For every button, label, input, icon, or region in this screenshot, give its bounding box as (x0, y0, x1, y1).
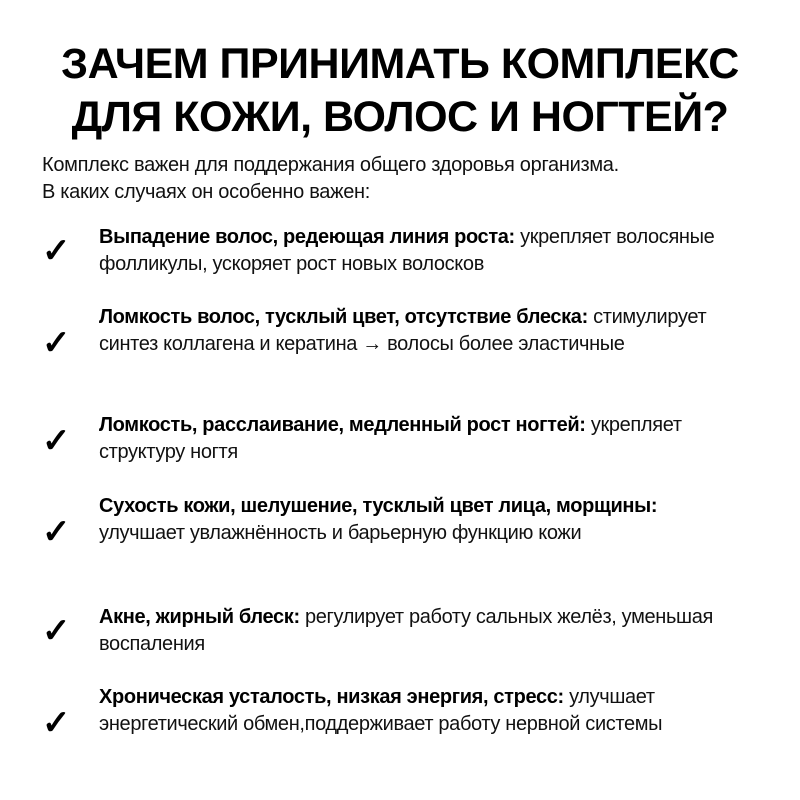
page-title (0, 38, 800, 144)
intro-text (42, 152, 762, 206)
item-description: регулирует работу сальных желёз, уменьшая воспаления (99, 606, 713, 655)
item-heading: Ломкость, расслаивание, медленный рост ногтей: (99, 414, 586, 436)
item-description: стимулирует синтез коллагена и кератина → волосы более эластичные (99, 306, 707, 355)
item-heading: Ломкость волос, тусклый цвет, отсутствие блеска: (99, 306, 588, 328)
checkmark-icon: ✓ (42, 612, 71, 650)
intro-line-1: Комплекс важен для поддержания общего здоровья организма. (42, 154, 619, 176)
checkmark-icon: ✓ (42, 232, 71, 270)
item-heading: Акне, жирный блеск: (99, 606, 300, 628)
checkmark-icon: ✓ (42, 513, 71, 551)
item-description: улучшает энергетический обмен,поддерживает работу нервной системы (99, 686, 663, 735)
title-line-2: ДЛЯ КОЖИ, ВОЛОС И НОГТЕЙ? (71, 93, 729, 141)
item-description: укрепляет волосяные фолликулы, ускоряет рост новых волосков (99, 226, 715, 275)
item-description: укрепляет структуру ногтя (99, 414, 682, 463)
item-description: улучшает увлажнённость и барьерную функцию кожи (99, 522, 582, 544)
checkmark-icon: ✓ (42, 324, 71, 362)
item-heading: Хроническая усталость, низкая энергия, стресс: (99, 686, 564, 708)
title-line-1: ЗАЧЕМ ПРИНИМАТЬ КОМПЛЕКС (61, 40, 739, 88)
checkmark-icon: ✓ (42, 704, 71, 742)
item-heading: Сухость кожи, шелушение, тусклый цвет лица, морщины: (99, 495, 658, 517)
item-heading: Выпадение волос, редеющая линия роста: (99, 226, 515, 248)
intro-line-2: В каких случаях он особенно важен: (42, 181, 371, 203)
checkmark-icon: ✓ (42, 422, 71, 460)
